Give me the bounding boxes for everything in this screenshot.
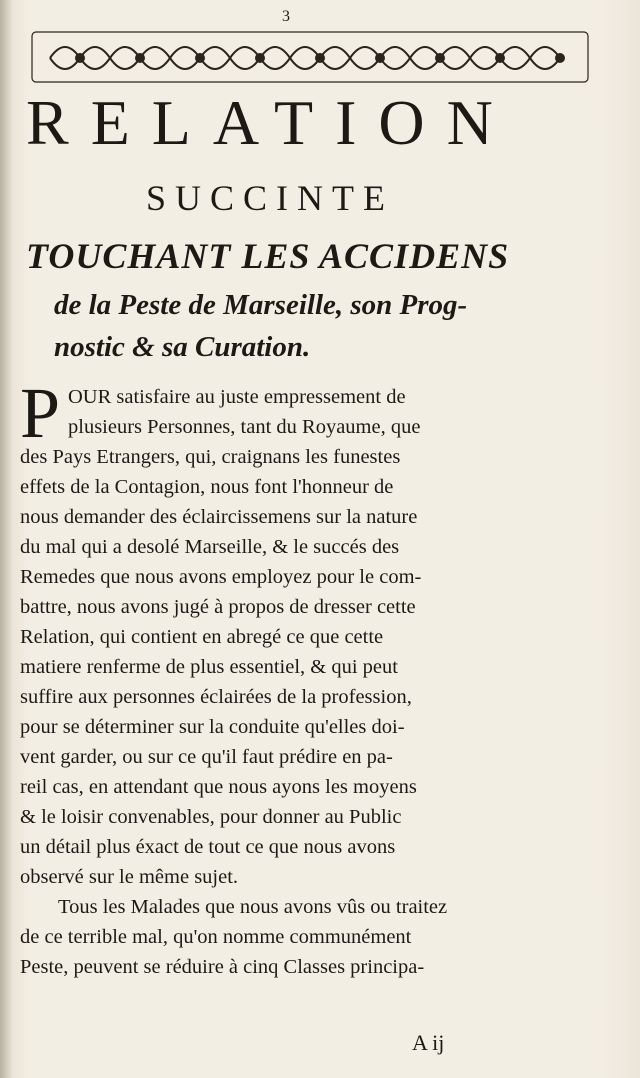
- text-line: effets de la Contagion, nous font l'honneur de: [20, 476, 394, 498]
- title-line-2: SUCCINTE: [146, 178, 395, 218]
- heading-line-3: nostic & sa Curation.: [54, 331, 311, 363]
- text-line: Remedes que nous avons employez pour le com-: [20, 566, 422, 588]
- text-line: nous demander des éclaircissemens sur la nature: [20, 506, 418, 528]
- text-line: Relation, qui contient en abregé ce que cette: [20, 626, 384, 648]
- text-line: Tous les Malades que nous avons vûs ou traitez: [58, 896, 448, 918]
- text-line: OUR satisfaire au juste empressement de: [68, 386, 406, 408]
- text-line: un détail plus éxact de tout ce que nous avons: [20, 836, 396, 858]
- text-line: observé sur le même sujet.: [20, 866, 239, 888]
- heading-line-1: TOUCHANT LES ACCIDENS: [26, 236, 510, 276]
- text-line: de ce terrible mal, qu'on nomme communément: [20, 926, 412, 948]
- body-text: [20, 382, 620, 982]
- text-line: des Pays Etrangers, qui, craignans les funestes: [20, 446, 401, 468]
- text-line: vent garder, ou sur ce qu'il faut prédire en pa-: [20, 746, 393, 768]
- text-line: pour se déterminer sur la conduite qu'elles doi-: [20, 716, 405, 738]
- text-line: Peste, peuvent se réduire à cinq Classes principa-: [20, 956, 425, 978]
- signature-mark: 3: [282, 8, 290, 25]
- text-line: reil cas, en attendant que nous ayons les moyens: [20, 776, 417, 798]
- text-line: matiere renferme de plus essentiel, & qui peut: [20, 656, 398, 678]
- page-signature: A ij: [412, 1030, 445, 1055]
- title-line-1: RELATION: [26, 87, 515, 158]
- page-spine-shadow: [0, 0, 12, 1078]
- text-line: du mal qui a desolé Marseille, & le succés des: [20, 536, 400, 558]
- text-line: plusieurs Personnes, tant du Royaume, que: [68, 416, 421, 438]
- ornament-band-icon: [30, 28, 590, 86]
- text-line: & le loisir convenables, pour donner au Public: [20, 806, 402, 828]
- heading-line-2: de la Peste de Marseille, son Prog-: [54, 289, 468, 321]
- text-line: suffire aux personnes éclairées de la profession,: [20, 686, 412, 708]
- text-line: battre, nous avons jugé à propos de dresser cette: [20, 596, 416, 618]
- drop-cap-letter: P: [20, 373, 61, 453]
